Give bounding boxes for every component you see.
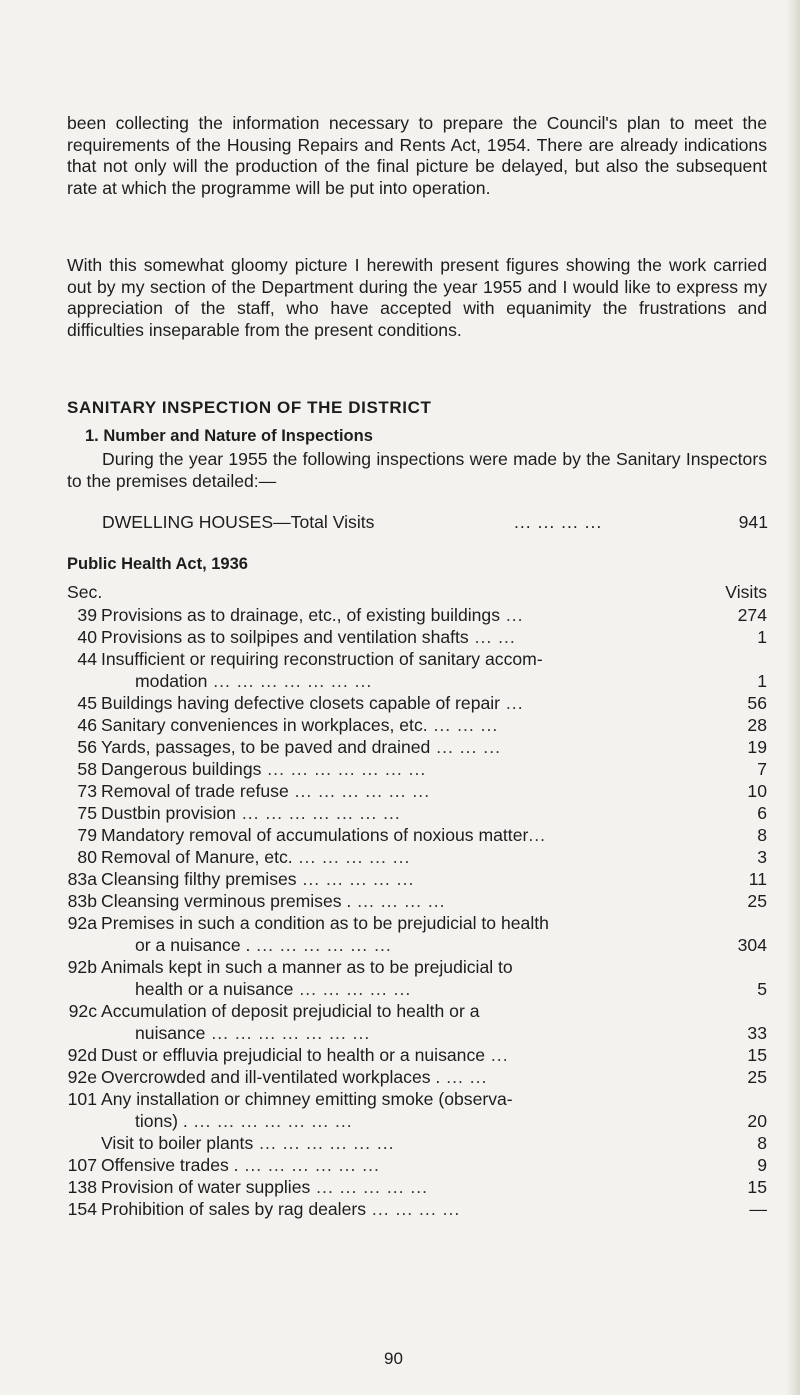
leader-dots: ... ... ... ... — [514, 512, 603, 532]
description-line: Cleansing verminous premises . — [101, 891, 352, 911]
row-description — [101, 1000, 701, 1044]
table-row — [67, 846, 767, 868]
dwelling-houses-line — [102, 512, 768, 533]
col-sec-header: Sec. — [67, 582, 103, 602]
table-row — [67, 802, 767, 824]
continuation-text: nuisance — [135, 1023, 206, 1043]
section-heading: SANITARY INSPECTION OF THE DISTRICT — [67, 398, 432, 417]
description-line: Overcrowded and ill-ventilated workplaces . — [101, 1067, 441, 1087]
paragraph-appreciation: With this somewhat gloomy picture I herewith present figures showing the work carried out by my section of the Department during the year 1955 and I would like to express my appreciation of the staff, who have accepted with equanimity the frustrations and difficulties inseparable from the present conditions. — [67, 255, 767, 340]
visits-value: 1 — [757, 627, 767, 647]
act-title: Public Health Act, 1936 — [67, 555, 248, 573]
section-number: 73 — [77, 781, 97, 801]
section-number: 45 — [77, 693, 97, 713]
row-description — [101, 1132, 701, 1154]
section-number: 138 — [67, 1177, 97, 1197]
row-description — [101, 780, 701, 802]
section-number: 39 — [77, 605, 97, 625]
visits-value: 1 — [757, 671, 767, 691]
subsection-heading: 1. Number and Nature of Inspections — [85, 427, 373, 445]
description-line: Removal of trade refuse — [101, 781, 289, 801]
leader-dots: ... ... ... ... ... ... — [250, 935, 392, 955]
leader-dots: ... — [485, 1045, 509, 1065]
leader-dots: ... ... ... ... ... ... ... — [235, 803, 401, 823]
description-line: Provision of water supplies — [101, 1177, 311, 1197]
visits-value: 25 — [747, 891, 767, 911]
visits-value: 274 — [737, 605, 767, 625]
row-description — [101, 736, 701, 758]
description-line: Yards, passages, to be paved and drained — [101, 737, 431, 757]
table-row — [67, 1176, 767, 1198]
row-description — [101, 626, 701, 648]
description-line: Any installation or chimney emitting smoke (observa- — [101, 1089, 513, 1109]
page-number: 90 — [384, 1349, 403, 1368]
table-row — [67, 648, 767, 692]
section-number: 92a — [67, 913, 97, 933]
table-row — [67, 714, 767, 736]
description-line: Insufficient or requiring reconstruction of sanitary accom- — [101, 649, 543, 669]
leader-dots: ... — [500, 605, 524, 625]
leader-dots: ... ... — [468, 627, 516, 647]
leader-dots: ... ... ... ... ... ... ... — [207, 671, 373, 691]
section-number: 92d — [67, 1045, 97, 1065]
table-row — [67, 912, 767, 956]
visits-value: 15 — [747, 1045, 767, 1065]
continuation-text: or a nuisance . — [135, 935, 251, 955]
section-number: 44 — [77, 649, 97, 669]
visits-value: 8 — [757, 825, 767, 845]
table-row — [67, 1044, 767, 1066]
continuation-text: health or a nuisance — [135, 979, 294, 999]
visits-value: 10 — [747, 781, 767, 801]
table-row — [67, 604, 767, 626]
description-line: Premises in such a condition as to be prejudicial to health — [101, 913, 549, 933]
leader-dots: ... ... ... ... ... ... — [253, 1133, 395, 1153]
table-row — [67, 956, 767, 1000]
description-line: Buildings having defective closets capable of repair — [101, 693, 501, 713]
row-description — [101, 890, 701, 912]
section-number: 92b — [67, 957, 97, 977]
table-row — [67, 890, 767, 912]
section-number: 58 — [77, 759, 97, 779]
visits-value: 25 — [747, 1067, 767, 1087]
visits-value: 56 — [747, 693, 767, 713]
table-row — [67, 868, 767, 890]
leader-dots: ... ... ... ... ... — [292, 847, 411, 867]
table-header — [67, 582, 767, 604]
description-line: Sanitary conveniences in workplaces, etc. — [101, 715, 428, 735]
dwelling-value: 941 — [738, 512, 768, 532]
leader-dots: ... ... ... — [427, 715, 499, 735]
row-description — [101, 802, 701, 824]
leader-dots: ... ... ... ... ... — [293, 979, 412, 999]
table-row — [67, 1088, 767, 1132]
section-number: 154 — [67, 1199, 97, 1219]
description-line: Provisions as to drainage, etc., of existing buildings — [101, 605, 501, 625]
section-number: 75 — [77, 803, 97, 823]
leader-dots: ... ... ... ... ... ... — [288, 781, 431, 801]
description-continuation — [101, 670, 701, 692]
dwelling-label: DWELLING HOUSES—Total Visits — [102, 512, 375, 532]
table-row — [67, 1154, 767, 1176]
page-edge — [786, 0, 800, 1395]
row-description — [101, 824, 701, 846]
visits-value: 19 — [747, 737, 767, 757]
visits-value: 28 — [747, 715, 767, 735]
section-number: 92c — [68, 1001, 97, 1021]
visits-value: — — [749, 1199, 767, 1219]
visits-value: 3 — [757, 847, 767, 867]
table-row — [67, 758, 767, 780]
description-line: Dustbin provision — [101, 803, 236, 823]
description-line: Offensive trades . — [101, 1155, 239, 1175]
description-line: Prohibition of sales by rag dealers — [101, 1199, 367, 1219]
visits-value: 11 — [748, 869, 767, 889]
visits-value: 6 — [757, 803, 767, 823]
row-description — [101, 1154, 701, 1176]
leader-dots: ... ... ... ... ... ... — [238, 1155, 380, 1175]
row-description — [101, 692, 701, 714]
table-row — [67, 1066, 767, 1088]
visits-value: 15 — [747, 1177, 767, 1197]
section-number: 107 — [67, 1155, 97, 1175]
section-number: 79 — [77, 825, 97, 845]
inspections-table — [67, 582, 767, 1220]
inspections-intro: During the year 1955 the following inspections were made by the Sanitary Inspectors to the premises detailed:— — [67, 449, 767, 491]
table-row — [67, 1132, 767, 1154]
section-number: 40 — [77, 627, 97, 647]
leader-dots: ... — [528, 825, 547, 845]
table-row — [67, 1000, 767, 1044]
row-description — [101, 758, 701, 780]
row-description — [101, 1176, 701, 1198]
description-line: Removal of Manure, etc. — [101, 847, 293, 867]
section-number: 83b — [67, 891, 97, 911]
description-continuation — [101, 978, 701, 1000]
table-row — [67, 1198, 767, 1220]
description-continuation — [101, 934, 701, 956]
visits-value: 8 — [757, 1133, 767, 1153]
paragraph-intro: been collecting the information necessary to prepare the Council's plan to meet the requirements of the Housing Repairs and Rents Act, 1954. There are already indications that not only will the production of the final picture be delayed, but also the subsequent rate at which the programme will be put into operation. — [67, 113, 767, 198]
visits-value: 33 — [747, 1023, 767, 1043]
table-row — [67, 824, 767, 846]
leader-dots: ... ... — [440, 1067, 488, 1087]
section-number: 92e — [67, 1067, 97, 1087]
row-description — [101, 868, 701, 890]
section-number: 80 — [77, 847, 97, 867]
description-continuation — [101, 1110, 701, 1132]
leader-dots: ... ... ... ... ... ... ... — [187, 1111, 353, 1131]
col-visits-header: Visits — [725, 582, 767, 602]
leader-dots: ... ... ... ... ... — [310, 1177, 429, 1197]
leader-dots: ... ... ... ... ... — [296, 869, 415, 889]
section-number: 46 — [77, 715, 97, 735]
visits-value: 304 — [737, 935, 767, 955]
leader-dots: ... ... ... ... — [366, 1199, 461, 1219]
row-description — [101, 714, 701, 736]
description-line: Dangerous buildings — [101, 759, 262, 779]
visits-value: 7 — [757, 759, 767, 779]
visits-value: 5 — [757, 979, 767, 999]
leader-dots: ... ... ... ... — [351, 891, 446, 911]
row-description — [101, 1088, 701, 1132]
row-description — [101, 846, 701, 868]
description-line: Accumulation of deposit prejudicial to health or a — [101, 1001, 480, 1021]
row-description — [101, 956, 701, 1000]
leader-dots: ... ... ... — [430, 737, 501, 757]
row-description — [101, 912, 701, 956]
description-line: Cleansing filthy premises — [101, 869, 297, 889]
table-row — [67, 626, 767, 648]
table-row — [67, 780, 767, 802]
row-description — [101, 1066, 701, 1088]
table-body — [67, 604, 767, 1220]
row-description — [101, 1198, 701, 1220]
section-number: 101 — [67, 1089, 97, 1109]
row-description — [101, 1044, 701, 1066]
section-number: 83a — [67, 869, 97, 889]
leader-dots: ... ... ... ... ... ... ... — [261, 759, 427, 779]
row-description — [101, 648, 701, 692]
section-number: 56 — [77, 737, 97, 757]
description-line: Visit to boiler plants — [101, 1133, 254, 1153]
description-line: Animals kept in such a manner as to be prejudicial to — [101, 957, 513, 977]
visits-value: 9 — [757, 1155, 767, 1175]
row-description — [101, 604, 701, 626]
leader-dots: ... — [500, 693, 524, 713]
table-row — [67, 736, 767, 758]
description-continuation — [101, 1022, 701, 1044]
continuation-text: tions) . — [135, 1111, 188, 1131]
continuation-text: modation — [135, 671, 208, 691]
description-line: Provisions as to soilpipes and ventilation shafts — [101, 627, 469, 647]
table-row — [67, 692, 767, 714]
visits-value: 20 — [747, 1111, 767, 1131]
description-line: Mandatory removal of accumulations of noxious matter — [101, 825, 529, 845]
leader-dots: ... ... ... ... ... ... ... — [205, 1023, 371, 1043]
description-line: Dust or effluvia prejudicial to health or a nuisance — [101, 1045, 486, 1065]
